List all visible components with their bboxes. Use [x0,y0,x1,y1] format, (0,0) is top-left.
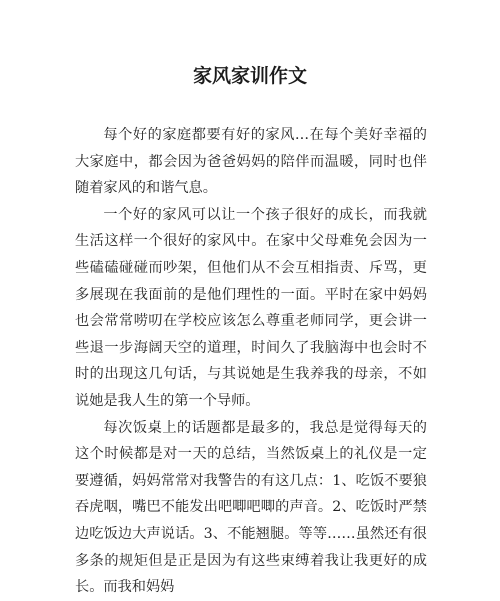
paragraph: 一个好的家风可以让一个孩子很好的成长，而我就生活这样一个很好的家风中。在家中父母难免会因为一些磕磕碰碰而吵架，但他们从不会互相指责、斥骂，更多展现在我面前的是他们理性的一面。平时在家中妈妈也会常常唠叨在学校应该怎么尊重老师同学，更会讲一些退一步海阔天空的道理，时间久了我脑海中也会时不时的出现这几句话，与其说她是生我养我的母亲，不如说她是我人生的第一个导师。 [75,206,427,409]
document-title: 家风家训作文 [192,65,307,87]
document-body [75,122,427,601]
paragraph: 每次饭桌上的话题都是最多的，我总是觉得每天的这个时候都是对一天的总结，当然饭桌上的礼仪是一定要遵循，妈妈常常对我警告的有这几点：1、吃饭不要狼吞虎咽，嘴巴不能发出吧唧吧唧的声音。2、吃饭时严禁边吃饭边大声说话。3、不能翘腿。等等……虽然还有很多条的规矩但是正是因为有这些束缚着我让我更好的成长。而我和妈妈 [75,419,427,596]
paragraph: 每个好的家庭都要有好的家风…在每个美好幸福的大家庭中，都会因为爸爸妈妈的陪伴而温暖，同时也伴随着家风的和谐气息。 [75,127,427,197]
